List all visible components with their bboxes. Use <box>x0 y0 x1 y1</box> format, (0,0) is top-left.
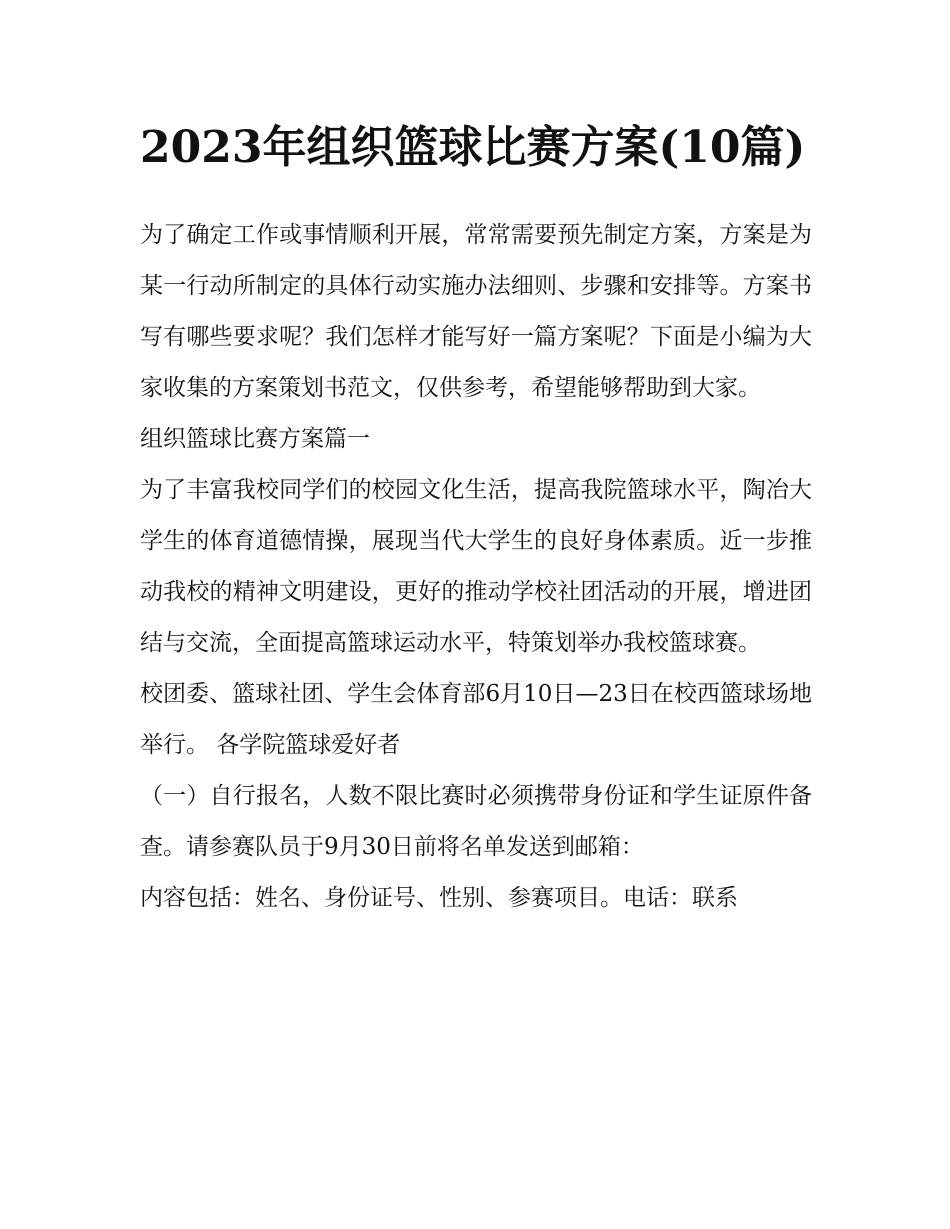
purpose-paragraph: 为了丰富我校同学们的校园文化生活，提高我院篮球水平，陶冶大学生的体育道德情操，展现当代大学生的良好身体素质。近一步推动我校的精神文明建设，更好的推动学校社团活动的开展，增进团结与交流，全面提高篮球运动水平，特策划举办我校篮球赛。 <box>140 477 812 656</box>
document-page <box>140 112 812 924</box>
document-title: 2023年组织篮球比赛方案(10篇) <box>140 122 806 173</box>
contents-paragraph: 内容包括：姓名、身份证号、性别、参赛项目。电话：联系 <box>140 885 738 911</box>
section-heading: 组织篮球比赛方案篇一 <box>140 426 370 452</box>
document-body <box>140 210 812 924</box>
organizer-paragraph: 校团委、篮球社团、学生会体育部6月10日—23日在校西篮球场地举行。 各学院篮球爱好者 <box>140 681 812 758</box>
intro-paragraph: 为了确定工作或事情顺利开展，常常需要预先制定方案，方案是为某一行动所制定的具体行动实施办法细则、步骤和安排等。方案书写有哪些要求呢？我们怎样才能写好一篇方案呢？下面是小编为大家收集的方案策划书范文，仅供参考，希望能够帮助到大家。 <box>140 222 812 401</box>
registration-paragraph: （一）自行报名，人数不限比赛时必须携带身份证和学生证原件备查。请参赛队员于9月30日前将名单发送到邮箱： <box>140 783 812 860</box>
